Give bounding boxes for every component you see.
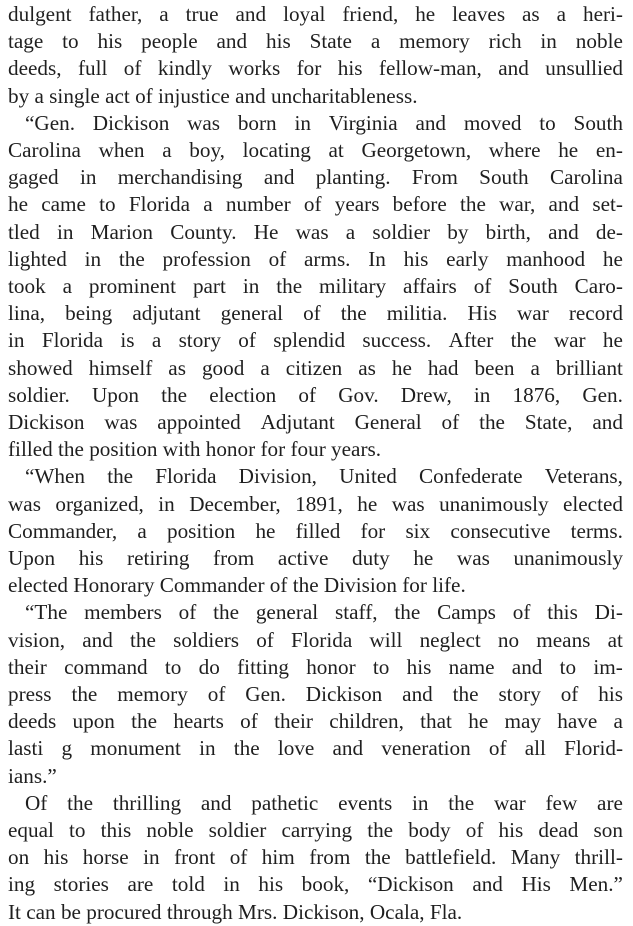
text-line: Of the thrilling and pathetic events in the war few are: [25, 790, 623, 815]
text-line: “When the Florida Division, United Confederate Veterans,: [25, 464, 623, 489]
text-line: by a single act of injustice and uncharitableness.: [8, 83, 418, 108]
text-line: Commander, a position he filled for six consecutive terms.: [8, 518, 623, 543]
text-line: lina, being adjutant general of the militia. His war record: [8, 301, 623, 326]
text-line: It can be procured through Mrs. Dickison, Ocala, Fla.: [8, 899, 463, 924]
text-line: filled the position with honor for four years.: [8, 437, 382, 462]
text-line: equal to this noble soldier carrying the body of his dead son: [8, 818, 623, 842]
text-line: Upon his retiring from active duty he was unanimously: [8, 546, 623, 570]
text-line: press the memory of Gen. Dickison and the story of his: [8, 682, 623, 706]
text-line: dulgent father, a true and loyal friend, he leaves as a heri-: [8, 2, 623, 26]
text-line: tled in Marion County. He was a soldier by birth, and de-: [8, 219, 623, 244]
text-line: elected Honorary Commander of the Division for life.: [8, 573, 466, 598]
text-line: “The members of the general staff, the Camps of this Di-: [25, 600, 623, 625]
text-line: ing stories are told in his book, “Dickison and His Men.”: [8, 872, 623, 897]
text-line: their command to do fitting honor to his name and to im-: [8, 654, 623, 679]
text-line: deeds, full of kindly works for his fellow-man, and unsullied: [8, 56, 623, 81]
text-line: in Florida is a story of splendid success. After the war he: [8, 328, 623, 353]
text-line: ians.”: [8, 763, 57, 788]
text-line: showed himself as good a citizen as he had been a brilliant: [8, 355, 623, 380]
text-line: deeds upon the hearts of their children, that he may have a: [8, 709, 623, 734]
text-line: was organized, in December, 1891, he was unanimously elected: [8, 491, 623, 516]
text-line: on his horse in front of him from the battlefield. Many thrill-: [8, 845, 623, 870]
text-line: soldier. Upon the election of Gov. Drew, in 1876, Gen.: [8, 382, 623, 407]
text-line: gaged in merchandising and planting. From South Carolina: [8, 165, 623, 190]
text-line: tage to his people and his State a memory rich in noble: [8, 29, 623, 54]
text-line: vision, and the soldiers of Florida will neglect no means at: [8, 627, 623, 652]
text-line: lasti g monument in the love and veneration of all Florid-: [8, 736, 623, 761]
text-line: “Gen. Dickison was born in Virginia and moved to South: [25, 110, 623, 135]
text-line: took a prominent part in the military affairs of South Caro-: [8, 274, 623, 298]
text-line: he came to Florida a number of years before the war, and set-: [8, 192, 623, 217]
text-line: Dickison was appointed Adjutant General of the State, and: [8, 410, 623, 434]
text-line: lighted in the profession of arms. In his early manhood he: [8, 246, 623, 271]
text-line: Carolina when a boy, locating at Georgetown, where he en-: [8, 138, 623, 162]
